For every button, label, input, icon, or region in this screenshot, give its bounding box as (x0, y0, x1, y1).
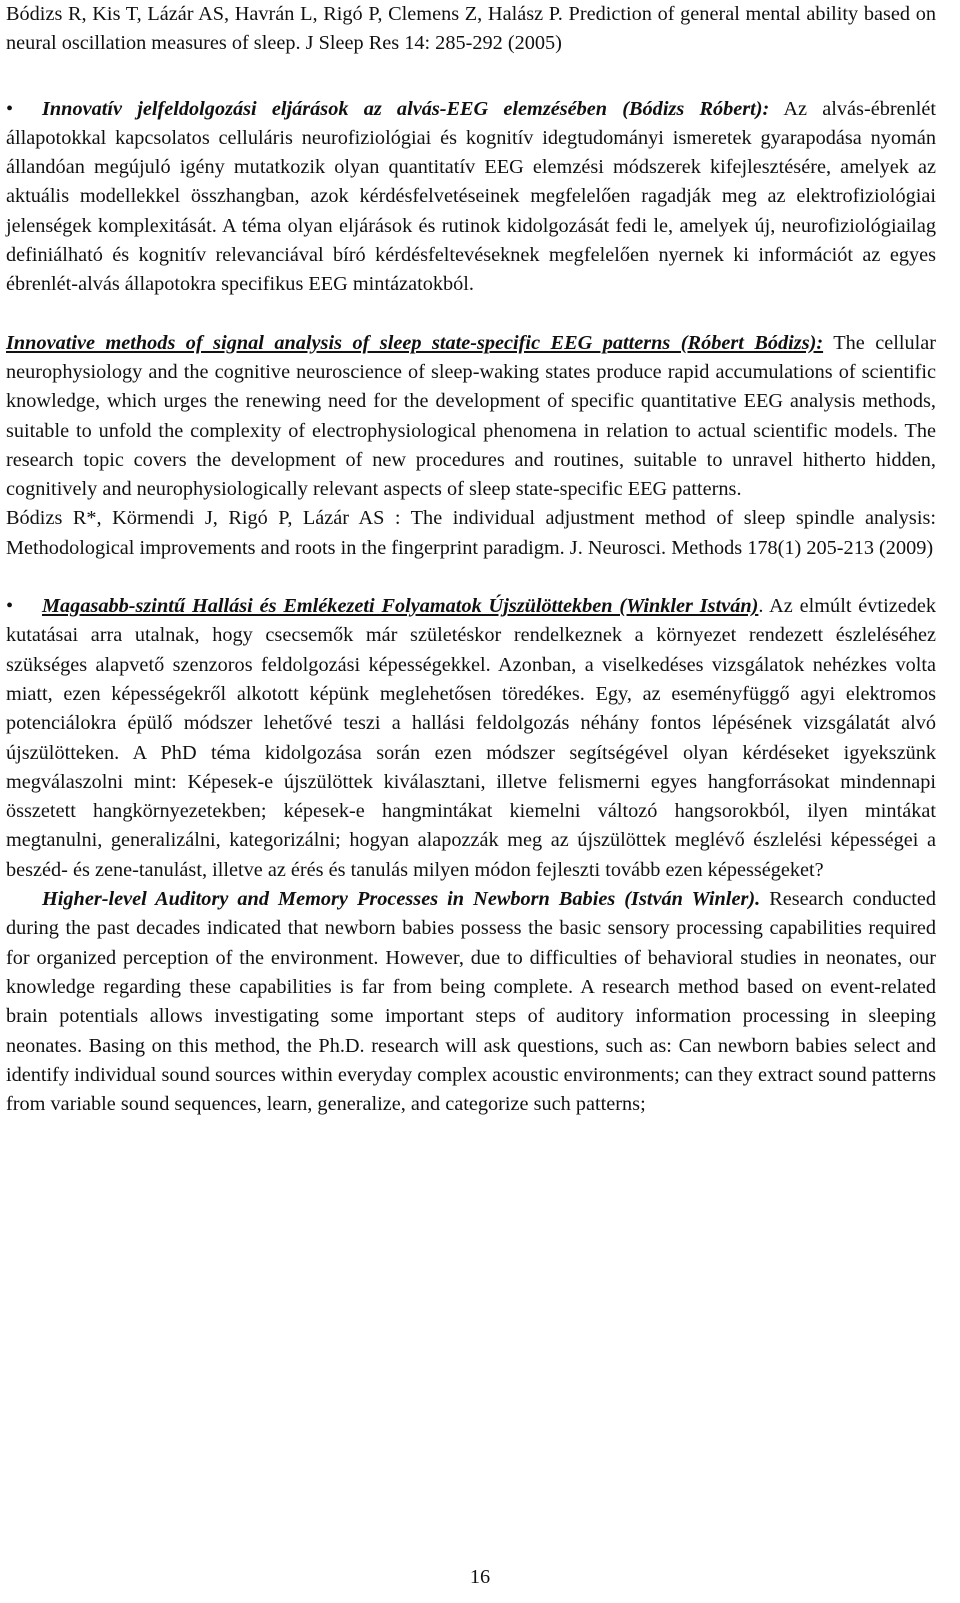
section-body-hu: Az alvás-ébrenlét állapotokkal kapcsolatos celluláris neurofiziológiai és kognitív idegtudományi ismeretek gyarapodása nyomán állandóan megújuló igény mutatkozik olyan quantitatív EEG elemzési módszerek kifejlesztésére, amelyek az aktuális modellekkel összhangban, azok kérdésfelvetéseinek megfelelően ragadják meg az elektrofiziológiai jelenségek komplexitását. A téma olyan eljárások és rutinok kidolgozását fedi le, amelyek új, neurofiziológiailag definiálható és kognitív relevanciával bíró kérdésfeltevéseknek megfelelően nyernek ki információt az egyes ébrenlét-alvás állapotokra specifikus EEG mintázatokból. (6, 97, 937, 296)
section-title-end: . (758, 595, 764, 618)
spacer (6, 59, 936, 95)
reference-bodizs-2009: Bódizs R*, Körmendi J, Rigó P, Lázár AS : The individual adjustment method of sleep spindle analysis: Methodological improvements and roots in the fingerprint paradigm. J. Neurosci. Methods 178(1) 205-213 (2009) (6, 507, 936, 559)
section-body-en: Research conducted during the past decades indicated that newborn babies possess the basic sensory processing capabilities required for organized perception of the environment. However, due to difficulties of behavioral studies in neonates, our knowledge regarding these capabilities is far from being complete. A research method based on event-related brain potentials allows investigating some important steps of auditory information processing in sleeping neonates. Basing on this method, the Ph.D. research will ask questions, such as: Can newborn babies select and identify individual sound sources within everyday complex acoustic environments; can they extract sound patterns from variable sound sequences, learn, generalize, and categorize such patterns; (6, 888, 937, 1116)
reference-bodizs-2005: Bódizs R, Kis T, Lázár AS, Havrán L, Rigó P, Clemens Z, Halász P. Prediction of general mental ability based on neural oscillation measures of sleep. J Sleep Res 14: 285-292 (2005) (6, 3, 936, 55)
spacer (6, 300, 936, 329)
section-newborn-en (6, 885, 936, 1119)
section-signal-analysis-en (6, 329, 936, 505)
section-title-hu: Magasabb-szintű Hallási és Emlékezeti Folyamatok Újszülöttekben (Winkler István) (42, 595, 759, 618)
section-newborn-hu (6, 592, 936, 885)
section-body-hu: Az elmúlt évtizedek kutatásai arra utalnak, hogy csecsemők már születéskor rendelkeznek a környezet rendezett észleléséhez szükséges alapvető szenzoros feldolgozási képességekkel. Azonban, a viselkedéses vizsgálatok nehézkes volta miatt, ezen képességekről alkotott képünk meglehetősen töredékes. Egy, az eseményfüggő agyi elektromos potenciálokra épülő módszer lehetővé teszi a hallási feldolgozás néhány fontos lépésének vizsgálatát alvó újszülötteken. A PhD téma kidolgozása során ezen módszer segítségével olyan kérdéseket igyekszünk megválaszolni mint: Képesek-e újszülöttek kiválasztani, illetve felismerni egyes hangforrásokat mindennapi összetett hangkörnyezetekben; képesek-e hangmintákat kiemelni változó hangsorokból, ilyen mintákat megtanulni, generalizálni, kategorizálni; hogyan alapozzák meg az újszülöttek meglévő észlelési képességei a beszéd- és zene-tanulást, illetve az érés és tanulás milyen módon fejleszti tovább ezen képességeket? (6, 595, 936, 881)
page-number: 16 (469, 1566, 491, 1588)
bullet-icon: • (6, 595, 14, 618)
document-page (6, 0, 936, 1119)
section-signal-analysis-hu (6, 95, 936, 300)
section-body-en: The cellular neurophysiology and the cognitive neuroscience of sleep-waking states produce rapid accumulations of scientific knowledge, which urges the renewing need for the development of specific quantitative EEG analysis methods, suitable to unfold the complexity of electrophysiological phenomena in relation to actual scientific models. The research topic covers the development of new procedures and routines, suitable to unravel hitherto hidden, cognitively and neurophysiologically relevant aspects of sleep state-specific EEG patterns. (6, 331, 936, 501)
section-title-hu: Innovatív jelfeldolgozási eljárások az alvás-EEG elemzésében (Bódizs Róbert): (42, 97, 770, 120)
bullet-icon: • (6, 97, 14, 120)
section-title-en: Higher-level Auditory and Memory Processes in Newborn Babies (István Winler). (42, 888, 761, 911)
spacer (6, 563, 936, 592)
section-title-en: Innovative methods of signal analysis of sleep state-specific EEG patterns (Róbert Bódizs): (6, 331, 824, 354)
